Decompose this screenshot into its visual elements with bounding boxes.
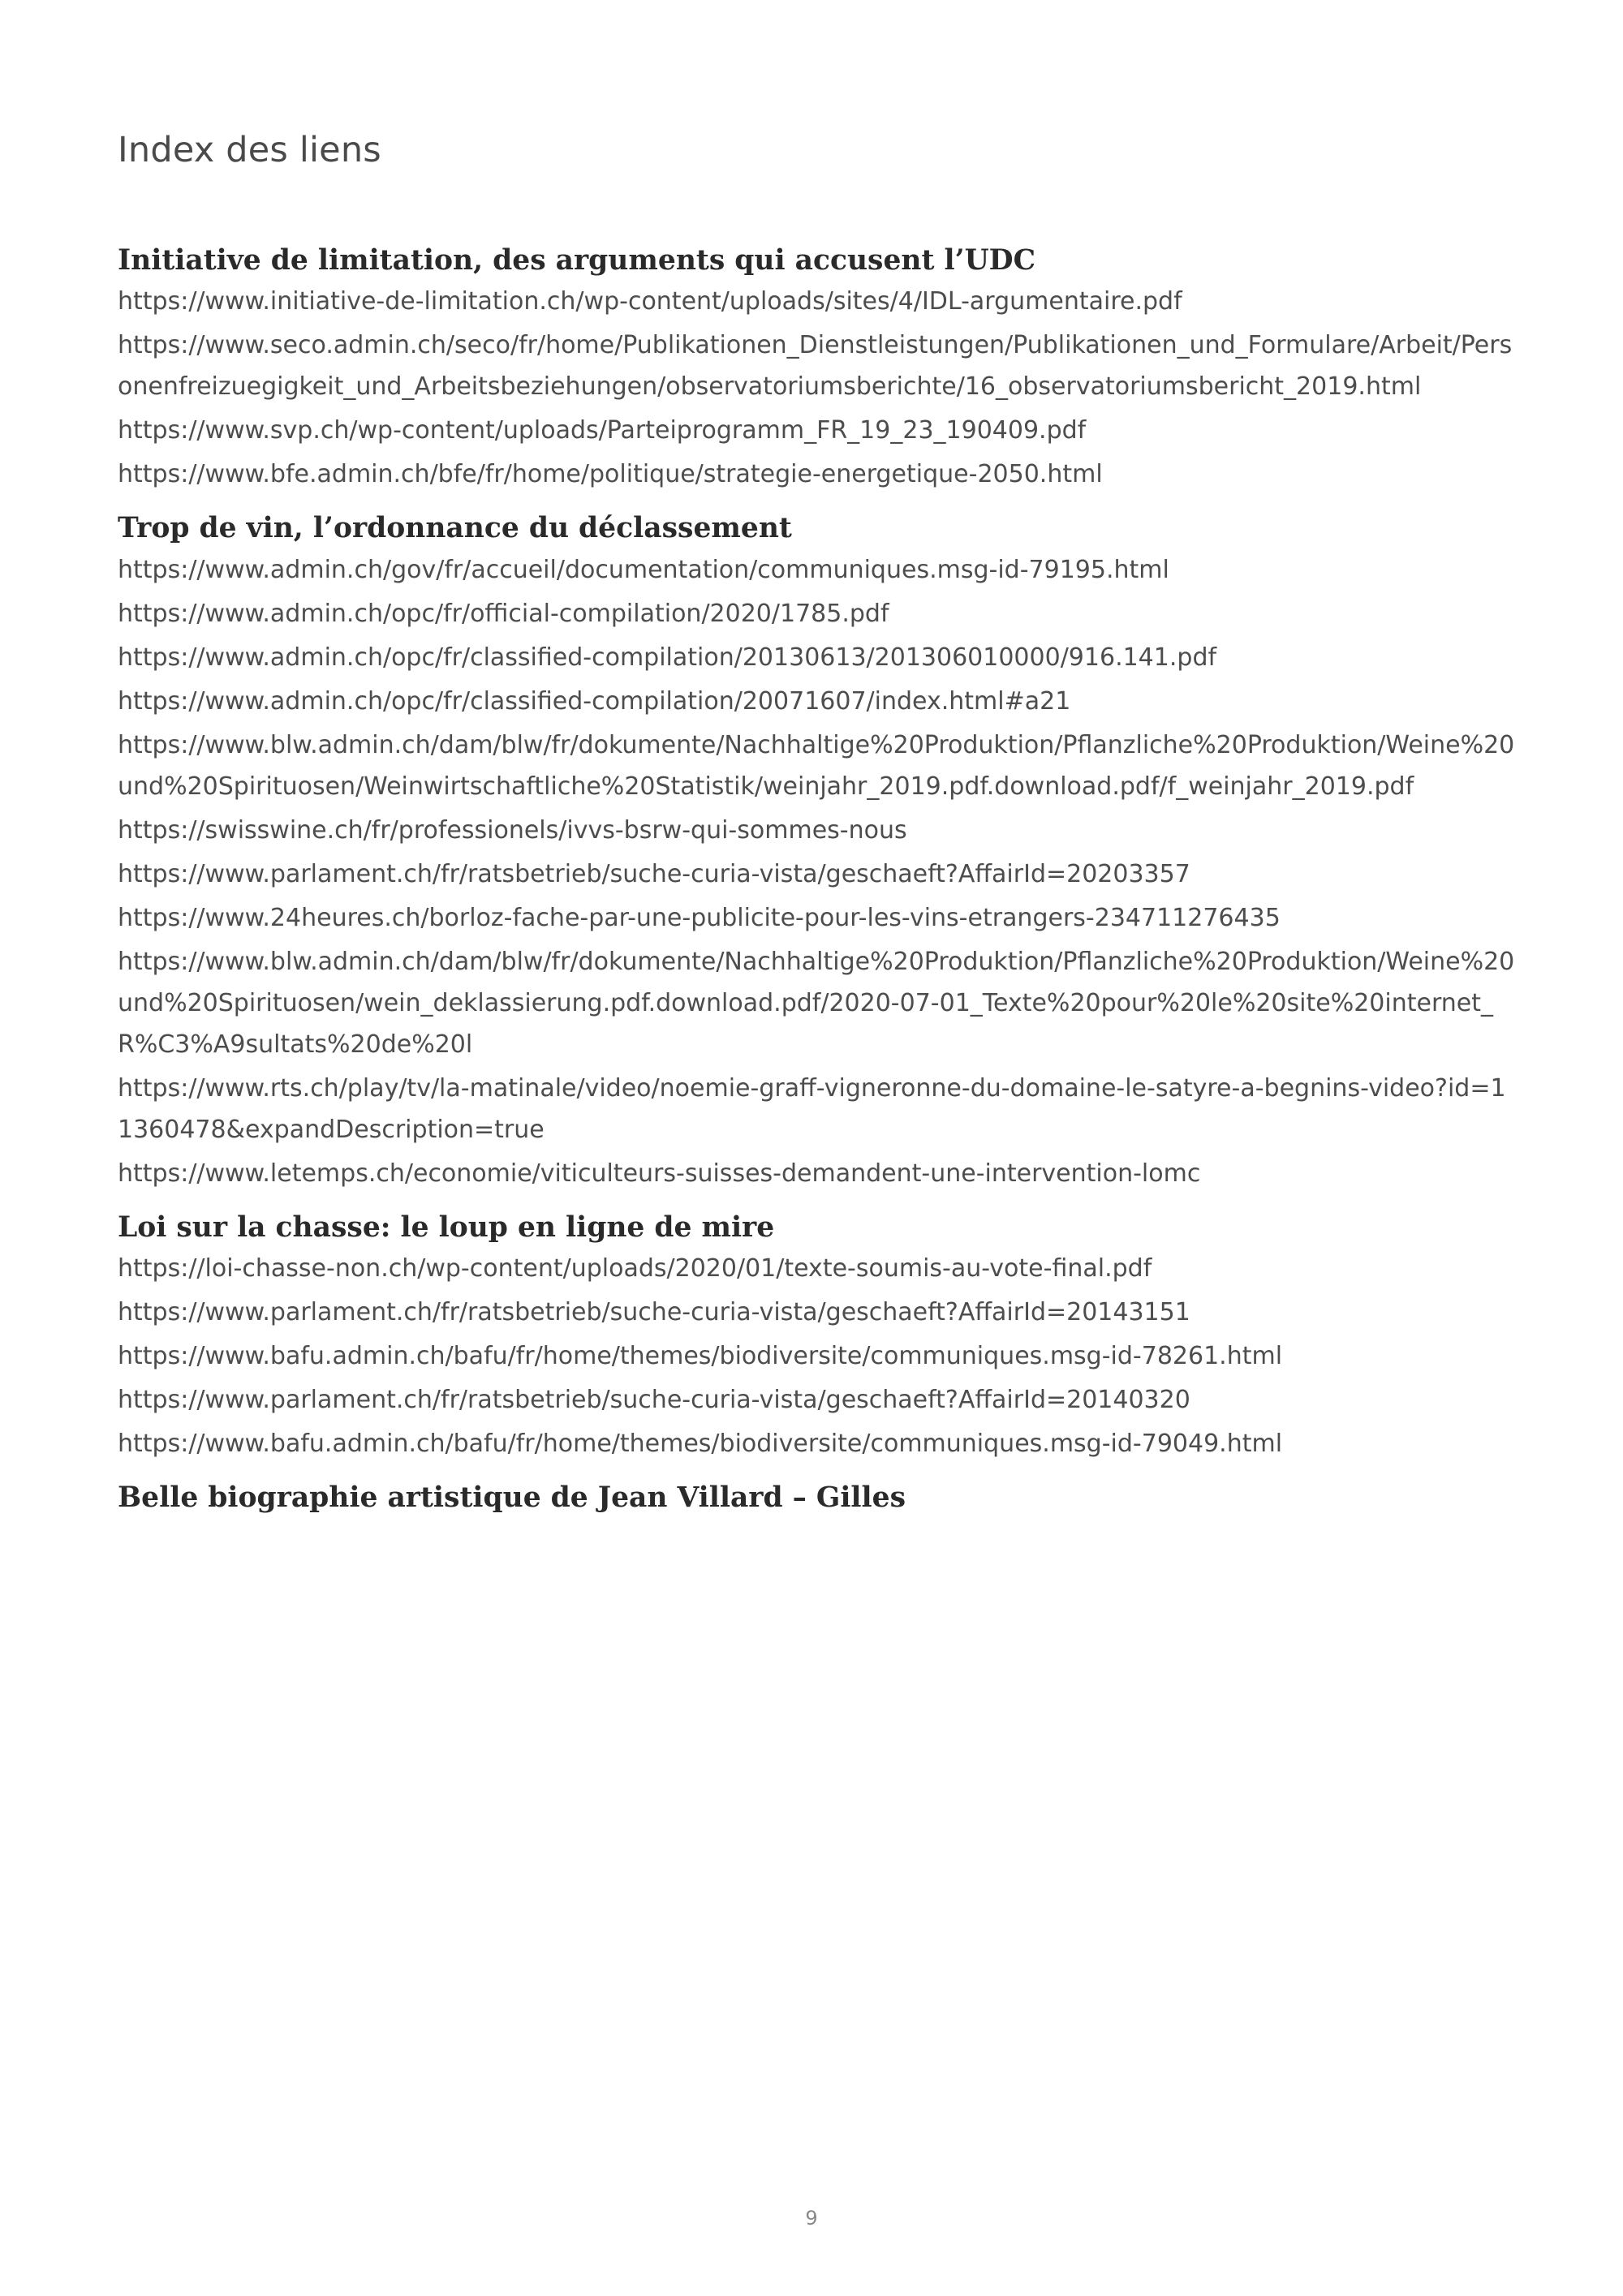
section-trop-de-vin [118, 510, 1518, 1194]
section-jean-villard [118, 1479, 1518, 1517]
link-item[interactable]: https://www.svp.ch/wp-content/uploads/Parteiprogramm_FR_19_23_190409.pdf [118, 416, 1087, 445]
link-list [118, 549, 1518, 1194]
link-item[interactable]: https://www.admin.ch/opc/fr/official-compilation/2020/1785.pdf [118, 599, 889, 628]
section-title: Initiative de limitation, des arguments qui accusent l’UDC [118, 243, 1036, 277]
link-item[interactable]: https://swisswine.ch/fr/professionels/ivvs-bsrw-qui-sommes-nous [118, 815, 907, 845]
link-item[interactable]: https://www.bafu.admin.ch/bafu/fr/home/themes/biodiversite/communiques.msg-id-79049.html [118, 1430, 1283, 1459]
section-initiative-limitation [118, 242, 1518, 496]
link-item[interactable]: https://www.24heures.ch/borloz-fache-par-une-publicite-pour-les-vins-etrangers-234711276435 [118, 903, 1281, 932]
link-item[interactable]: https://www.blw.admin.ch/dam/blw/fr/dokumente/Nachhaltige%20Produktion/Pflanzliche%20Produktion/Weine%20und%20Spirituosen/Weinwirtschaftliche%20Statistik/weinjahr_2019.pdf.download.pdf/f_weinjahr_2019.pdf [118, 730, 1515, 801]
link-item[interactable]: https://loi-chasse-non.ch/wp-content/uploads/2020/01/texte-soumis-au-vote-final.pdf [118, 1254, 1152, 1283]
section-title: Belle biographie artistique de Jean Villard – Gilles [118, 1481, 906, 1515]
link-item[interactable]: https://www.parlament.ch/fr/ratsbetrieb/suche-curia-vista/geschaeft?AffairId=20140320 [118, 1386, 1190, 1415]
link-item[interactable]: https://www.admin.ch/opc/fr/classified-compilation/20130613/201306010000/916.141.pdf [118, 643, 1217, 672]
link-item[interactable]: https://www.initiative-de-limitation.ch/wp-content/uploads/sites/4/IDL-argumentaire.pdf [118, 287, 1182, 316]
link-item[interactable]: https://www.parlament.ch/fr/ratsbetrieb/suche-curia-vista/geschaeft?AffairId=20203357 [118, 859, 1190, 888]
link-item[interactable]: https://www.bafu.admin.ch/bafu/fr/home/themes/biodiversite/communiques.msg-id-78261.html [118, 1342, 1283, 1371]
section-loi-chasse [118, 1209, 1518, 1465]
section-title: Trop de vin, l’ordonnance du déclassement [118, 512, 792, 545]
page-title: Index des liens [118, 130, 381, 170]
link-item[interactable]: https://www.blw.admin.ch/dam/blw/fr/dokumente/Nachhaltige%20Produktion/Pflanzliche%20Produktion/Weine%20und%20Spirituosen/wein_deklassierung.pdf.download.pdf/2020-07-01_Texte%20pour%20le%20site%20internet_R%C3%A9sultats%20de%20l [118, 947, 1515, 1059]
link-item[interactable]: https://www.admin.ch/opc/fr/classified-compilation/20071607/index.html#a21 [118, 686, 1071, 716]
link-list [118, 281, 1518, 495]
link-item[interactable]: https://www.admin.ch/gov/fr/accueil/documentation/communiques.msg-id-79195.html [118, 555, 1169, 584]
link-list [118, 1248, 1518, 1464]
page-content [118, 130, 1518, 1532]
page-number: 9 [805, 2207, 818, 2229]
section-title: Loi sur la chasse: le loup en ligne de mire [118, 1210, 775, 1244]
link-item[interactable]: https://www.letemps.ch/economie/viticulteurs-suisses-demandent-une-intervention-lomc [118, 1159, 1201, 1188]
link-item[interactable]: https://www.bfe.admin.ch/bfe/fr/home/politique/strategie-energetique-2050.html [118, 460, 1103, 489]
link-item[interactable]: https://www.seco.admin.ch/seco/fr/home/Publikationen_Dienstleistungen/Publikationen_und_Formulare/Arbeit/Personenfreizuegigkeit_und_Arbeitsbeziehungen/observatoriumsberichte/16_observatoriumsbericht_2019.html [118, 331, 1513, 402]
link-item[interactable]: https://www.rts.ch/play/tv/la-matinale/video/noemie-graff-vigneronne-du-domaine-le-satyre-a-begnins-video?id=11360478&expandDescription=true [118, 1073, 1506, 1144]
link-item[interactable]: https://www.parlament.ch/fr/ratsbetrieb/suche-curia-vista/geschaeft?AffairId=20143151 [118, 1298, 1190, 1327]
